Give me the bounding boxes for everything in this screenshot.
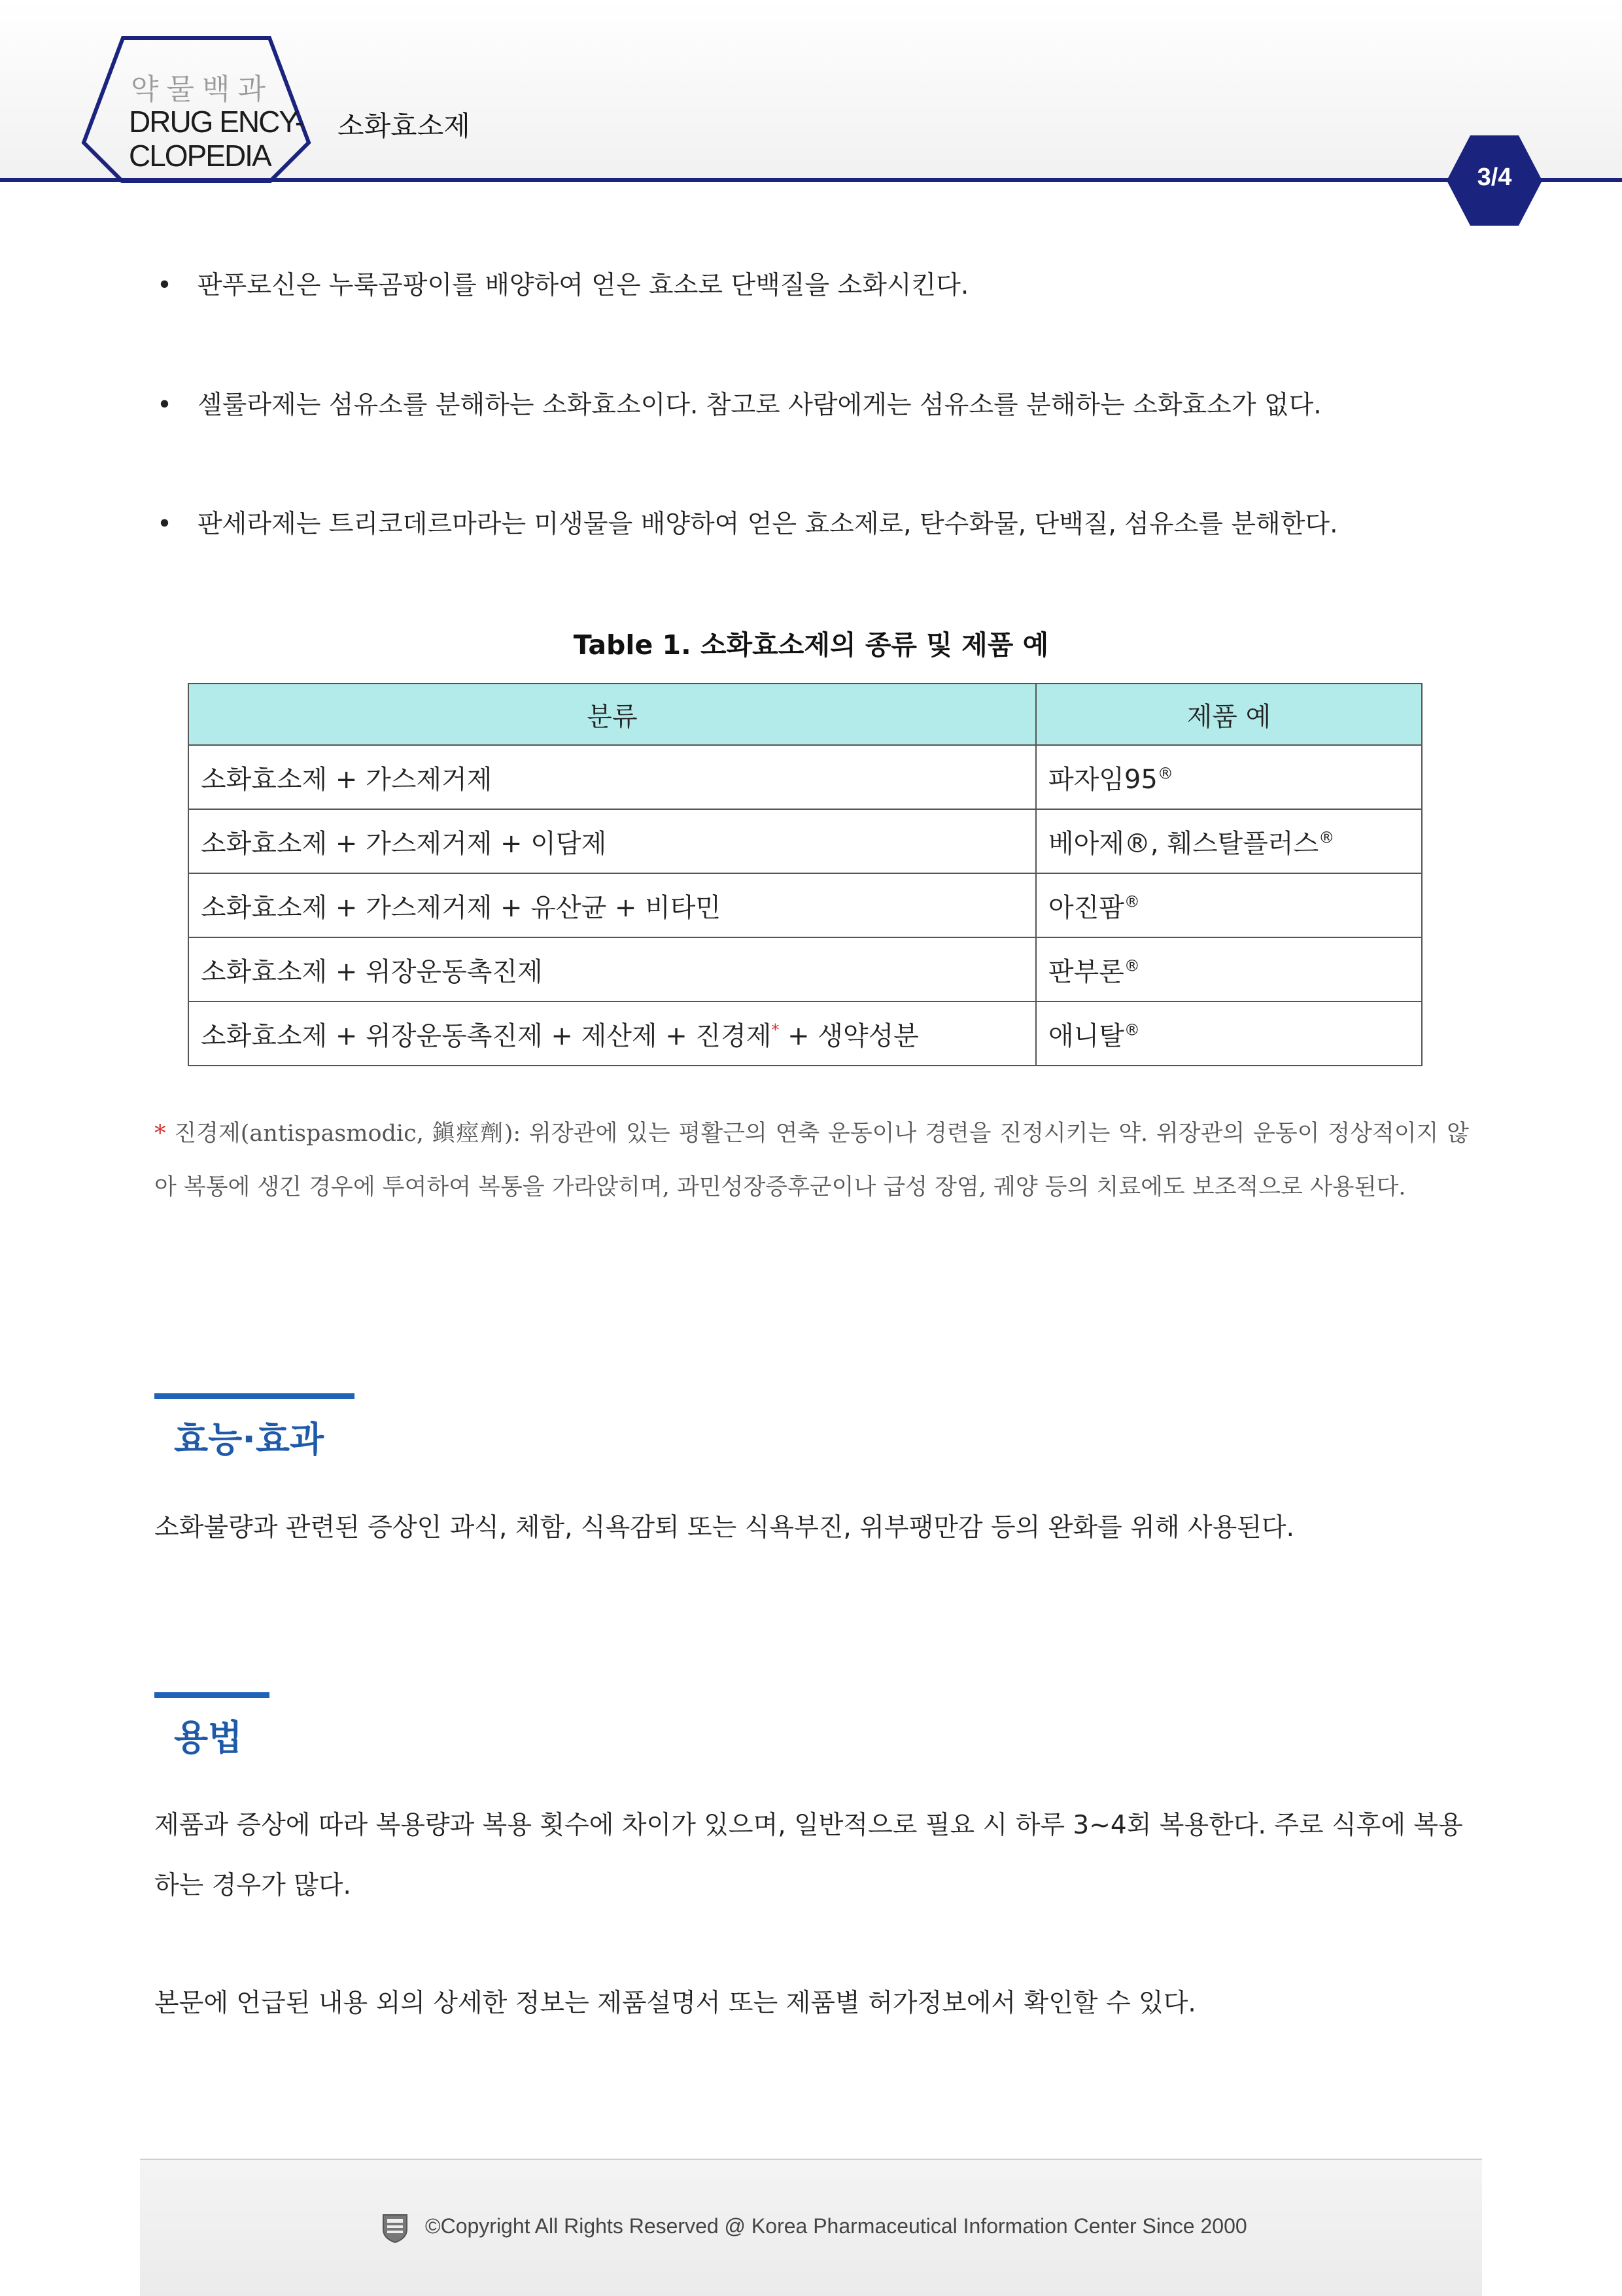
- table-cell-category: 소화효소제 + 위장운동촉진제: [188, 937, 1036, 1001]
- shield-crest-icon: [381, 2212, 409, 2244]
- table-caption: Table 1. 소화효소제의 종류 및 제품 예: [573, 629, 1049, 661]
- bullet-text: 셀룰라제는 섬유소를 분해하는 소화효소이다. 참고로 사람에게는 섬유소를 분해하는 소화효소가 없다.: [198, 391, 1322, 420]
- bullet-dot-icon: •: [157, 271, 173, 300]
- section-accent-bar: [154, 1692, 269, 1698]
- section-paragraph: 소화불량과 관련된 증상인 과식, 체함, 식욕감퇴 또는 식욕부진, 위부팽만감 등의 완화를 위해 사용된다.: [154, 1513, 1294, 1542]
- table-row: [188, 1001, 1422, 1066]
- table-cell-category: 소화효소제 + 가스제거제: [188, 745, 1036, 809]
- footnote: [154, 1107, 1469, 1214]
- table-row: [188, 873, 1422, 937]
- registered-mark: ®: [1157, 764, 1173, 783]
- table-row: [188, 937, 1422, 1001]
- product-name: 판부론: [1048, 956, 1124, 987]
- section-heading-efficacy: 효능·효과: [174, 1419, 324, 1460]
- bullet-text: 판세라제는 트리코데르마라는 미생물을 배양하여 얻은 효소제로, 탄수화물, 단백질, 섬유소를 분해한다.: [198, 510, 1338, 539]
- bullet-dot-icon: •: [157, 391, 173, 420]
- registered-mark: ®: [1124, 1020, 1140, 1039]
- section-paragraph: 제품과 증상에 따라 복용량과 복용 횟수에 차이가 있으며, 일반적으로 필요 시 하루 3~4회 복용한다. 주로 식후에 복용하는 경우가 많다.: [154, 1811, 1463, 1900]
- table-row: [188, 809, 1422, 873]
- footnote-star: *: [154, 1121, 166, 1147]
- table-cell-product: [1036, 1001, 1422, 1066]
- bullet-dot-icon: •: [157, 510, 173, 539]
- footnote-text: 진경제(antispasmodic, 鎭痙劑): 위장관에 있는 평활근의 연축 운동이나 경련을 진정시키는 약. 위장관의 운동이 정상적이지 않아 복통에 생긴 경우에 투여하여 복통을 가라앉히며, 과민성장증후군이나 급성 장염, 궤양 등의 치료에도 보조적으로 사용된다.: [154, 1121, 1469, 1200]
- product-name: 아진팜: [1048, 892, 1124, 923]
- product-name: 파자임95: [1048, 764, 1158, 795]
- footnote-star-mark: *: [771, 1020, 780, 1039]
- bullet-item: [157, 265, 969, 302]
- table-header-row: [188, 684, 1422, 745]
- logo-english-line2: CLOPEDIA: [129, 139, 271, 173]
- table-cell-product: [1036, 809, 1422, 873]
- section-heading-dosage: 용법: [174, 1717, 243, 1758]
- section-accent-bar: [154, 1393, 354, 1399]
- bullet-item: [157, 504, 1337, 540]
- registered-mark: ®: [1319, 828, 1335, 847]
- registered-mark: ®: [1124, 892, 1140, 911]
- table-header-product: 제품 예: [1036, 684, 1422, 745]
- category-text: + 생약성분: [779, 1020, 919, 1051]
- section-paragraph: 본문에 언급된 내용 외의 상세한 정보는 제품설명서 또는 제품별 허가정보에서 확인할 수 있다.: [154, 1989, 1196, 2018]
- table-cell-category: [188, 1001, 1036, 1066]
- registered-mark: ®: [1124, 956, 1140, 975]
- logo-english-line1: DRUG ENCY-: [129, 105, 304, 139]
- table-cell-category: 소화효소제 + 가스제거제 + 이담제: [188, 809, 1036, 873]
- product-name: 베아제®, 훼스탈플러스: [1048, 828, 1319, 859]
- table-cell-product: [1036, 873, 1422, 937]
- table-cell-product: [1036, 937, 1422, 1001]
- table-cell-category: 소화효소제 + 가스제거제 + 유산균 + 비타민: [188, 873, 1036, 937]
- logo-korean: 약물백과: [131, 73, 274, 106]
- table-cell-product: [1036, 745, 1422, 809]
- table-row: [188, 745, 1422, 809]
- category-text: 소화효소제 + 위장운동촉진제 + 제산제 + 진경제: [201, 1020, 772, 1051]
- table-header-category: 분류: [188, 684, 1036, 745]
- product-table: [188, 683, 1423, 1066]
- bullet-text: 판푸로신은 누룩곰팡이를 배양하여 얻은 효소로 단백질을 소화시킨다.: [198, 271, 969, 300]
- page-number: 3/4: [1477, 164, 1512, 191]
- product-name: 애니탈: [1048, 1020, 1124, 1051]
- bullet-item: [157, 385, 1322, 421]
- copyright-text: ©Copyright All Rights Reserved @ Korea Pharmaceutical Information Center Since 2000: [425, 2214, 1247, 2238]
- page-title: 소화효소제: [337, 110, 470, 142]
